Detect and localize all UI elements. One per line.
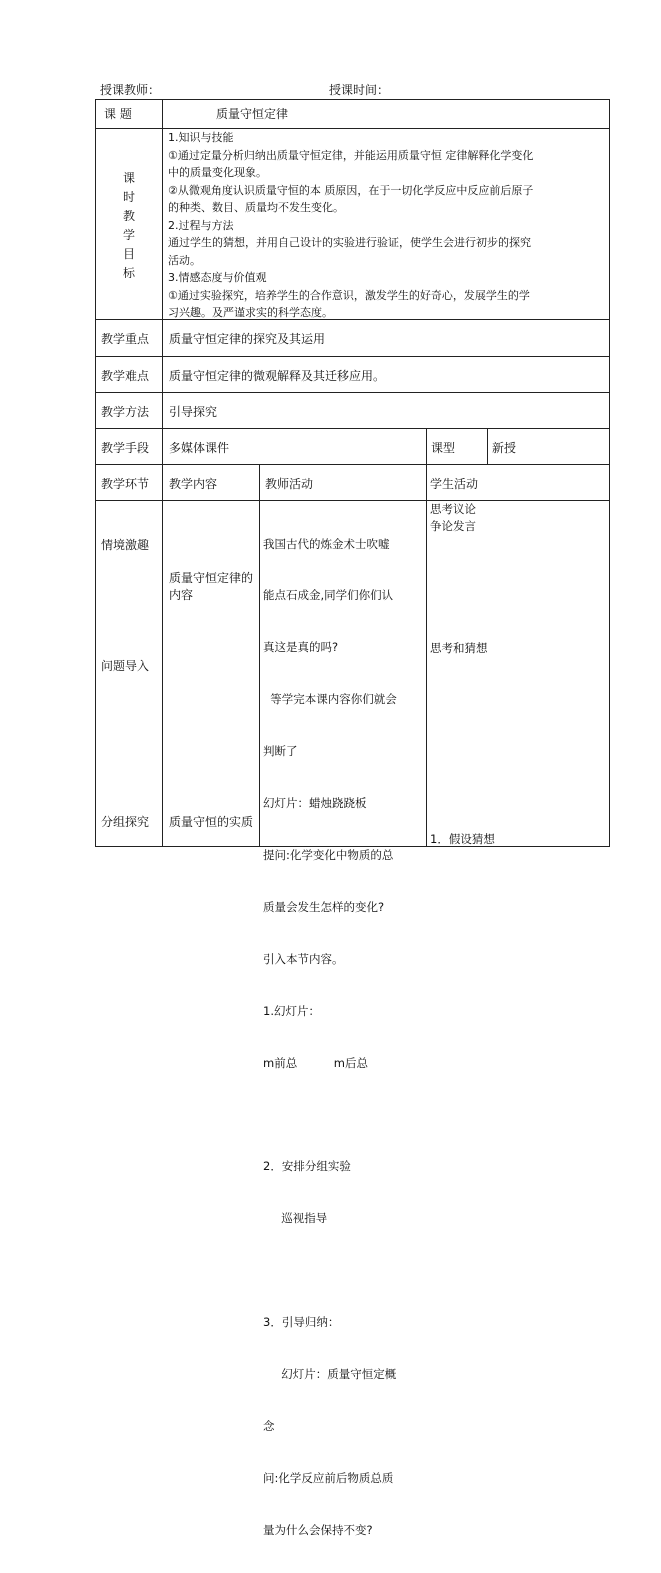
student-activity-item: 思考议论 [430, 502, 476, 516]
topic-label: 课 题 [104, 107, 132, 121]
teacher-activity-text: 我国古代的炼金术士吹嘘 能点石成金,同学们你们认 真这是真的吗? 等学完本课内容你们就会 判断了 幻灯片：蜡烛跷跷板 提问:化学变化中物质的总 质量会发生怎样的变化? 引入本节内容。 1.幻灯片： m前总 m后总 2．安排分组实验 巡视指导 3．引导归纳： 幻灯片：质量守恒定概 念 问:化学反应前后物质总质 量为什么会保持不变? [263, 536, 397, 1537]
objectives-label: 课 时 教 学 目 标 [122, 171, 135, 280]
key-point-value: 质量守恒定律的探究及其运用 [169, 332, 326, 346]
teacher-activity-header: 教师活动 [265, 477, 314, 491]
stage-item: 分组探究 [101, 815, 150, 829]
content-header: 教学内容 [169, 477, 218, 491]
method-value: 引导探究 [169, 405, 218, 419]
stage-header: 教学环节 [101, 477, 150, 491]
stage-item: 问题导入 [101, 659, 150, 673]
means-label: 教学手段 [101, 441, 150, 455]
lesson-type-value: 新授 [492, 441, 517, 455]
objectives-text: 1.知识与技能 ①通过定量分析归纳出质量守恒定律，并能运用质量守恒 定律解释化学变化 中的质量变化现象。 ②从微观角度认识质量守恒的本 质原因，在于一切化学反应中反应前后原子 的种类、数目、质量均不发生变化。 2.过程与方法 通过学生的猜想，并用自己设计的实验进行验证，使学生会进行初步的探究 活动。 3.情感态度与价值观 ①通过实验探究，培养学生的合作意识，激发学生的好奇心，发展学生的学 习兴趣。及严谨求实的科学态度。 [168, 131, 534, 319]
means-value: 多媒体课件 [169, 441, 230, 455]
difficulty-label: 教学难点 [101, 369, 150, 383]
topic-value: 质量守恒定律 [216, 107, 289, 121]
lesson-plan-table [95, 99, 610, 1537]
teacher-label: 授课教师： [100, 83, 161, 97]
method-label: 教学方法 [101, 405, 150, 419]
student-activity-item: 思考和猜想 [430, 641, 488, 655]
content-item: 质量守恒的实质 [169, 815, 254, 829]
lesson-type-label: 课型 [431, 441, 456, 455]
student-activity-item: 1．假设猜想 [430, 832, 495, 846]
stage-item: 情境激趣 [101, 538, 150, 552]
student-activity-header: 学生活动 [430, 477, 479, 491]
content-item: 质量守恒定律的内容 [169, 571, 254, 602]
time-label: 授课时间： [329, 83, 390, 97]
difficulty-value: 质量守恒定律的微观解释及其迁移应用。 [169, 369, 386, 383]
student-activity-item: 争论发言 [430, 519, 476, 533]
key-point-label: 教学重点 [101, 332, 150, 346]
